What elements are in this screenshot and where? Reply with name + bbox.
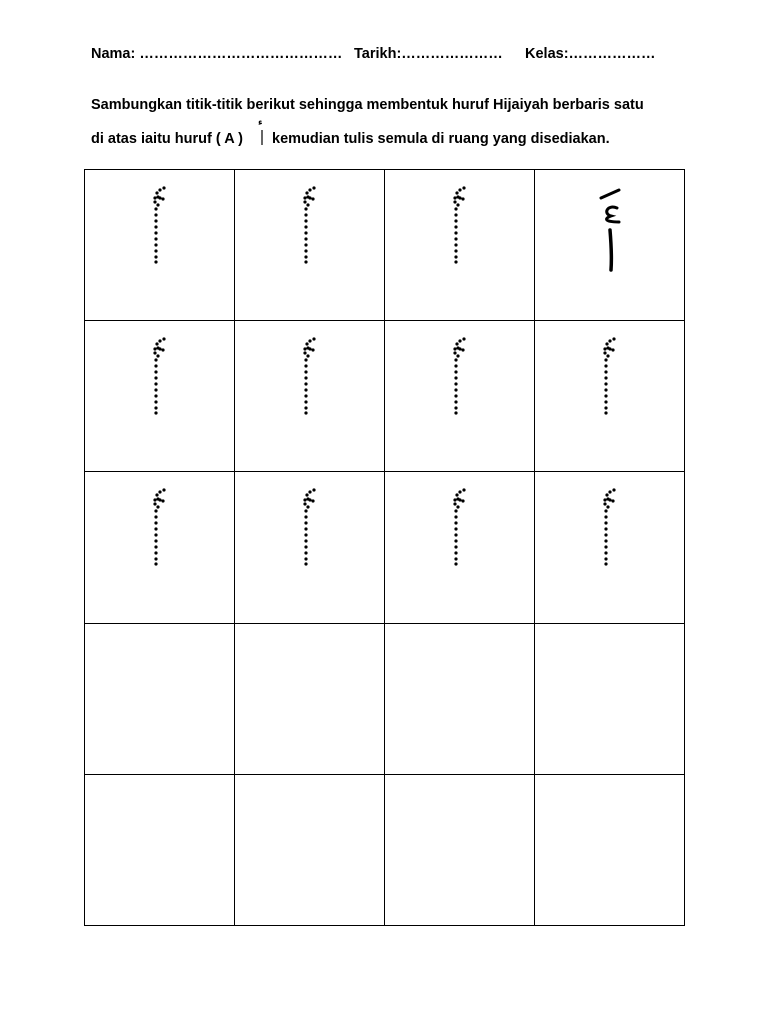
instruction-line-2-after: kemudian tulis semula di ruang yang disediakan.: [272, 131, 610, 147]
dotted-alif-fathah-icon: [448, 486, 472, 570]
dotted-alif-fathah-icon: [298, 184, 322, 268]
tracing-cell[interactable]: [85, 472, 235, 623]
tracing-cell[interactable]: [235, 321, 385, 472]
tracing-cell[interactable]: [535, 321, 685, 472]
instruction-line-2: [91, 118, 610, 147]
tarikh-field[interactable]: Tarikh:…………………: [354, 46, 503, 62]
dotted-alif-fathah-icon: [598, 335, 622, 419]
dotted-alif-fathah-icon: [298, 486, 322, 570]
writing-cell[interactable]: [85, 775, 235, 926]
svg-text:ء: ء: [258, 118, 263, 128]
kelas-field[interactable]: Kelas:………………: [525, 46, 656, 62]
dotted-alif-fathah-icon: [448, 184, 472, 268]
tracing-cell[interactable]: [385, 170, 535, 321]
tracing-cell[interactable]: [85, 170, 235, 321]
writing-cell[interactable]: [235, 624, 385, 775]
nama-field[interactable]: Nama: ……………………………………: [91, 46, 343, 62]
dotted-alif-fathah-icon: [598, 486, 622, 570]
dotted-alif-fathah-icon: [298, 335, 322, 419]
tracing-cell[interactable]: [85, 321, 235, 472]
dotted-alif-fathah-icon: [448, 335, 472, 419]
writing-cell[interactable]: [535, 775, 685, 926]
alif-fathah-example-icon: [593, 186, 627, 276]
tracing-cell[interactable]: [385, 321, 535, 472]
writing-cell[interactable]: [535, 624, 685, 775]
writing-cell[interactable]: [385, 624, 535, 775]
tracing-cell[interactable]: [385, 472, 535, 623]
instruction-line-1: Sambungkan titik-titik berikut sehingga membentuk huruf Hijaiyah berbaris satu: [91, 97, 644, 113]
writing-cell[interactable]: [85, 624, 235, 775]
dotted-alif-fathah-icon: [148, 486, 172, 570]
dotted-alif-fathah-icon: [148, 335, 172, 419]
dotted-alif-fathah-icon: [148, 184, 172, 268]
tracing-cell[interactable]: [235, 472, 385, 623]
tracing-cell[interactable]: [535, 170, 685, 321]
writing-cell[interactable]: [385, 775, 535, 926]
instruction-line-2-before: di atas iaitu huruf ( A ): [91, 131, 243, 147]
writing-cell[interactable]: [235, 775, 385, 926]
tracing-cell[interactable]: [235, 170, 385, 321]
tracing-grid: [84, 169, 685, 926]
alif-hamzah-icon: [254, 115, 270, 149]
tracing-cell[interactable]: [535, 472, 685, 623]
